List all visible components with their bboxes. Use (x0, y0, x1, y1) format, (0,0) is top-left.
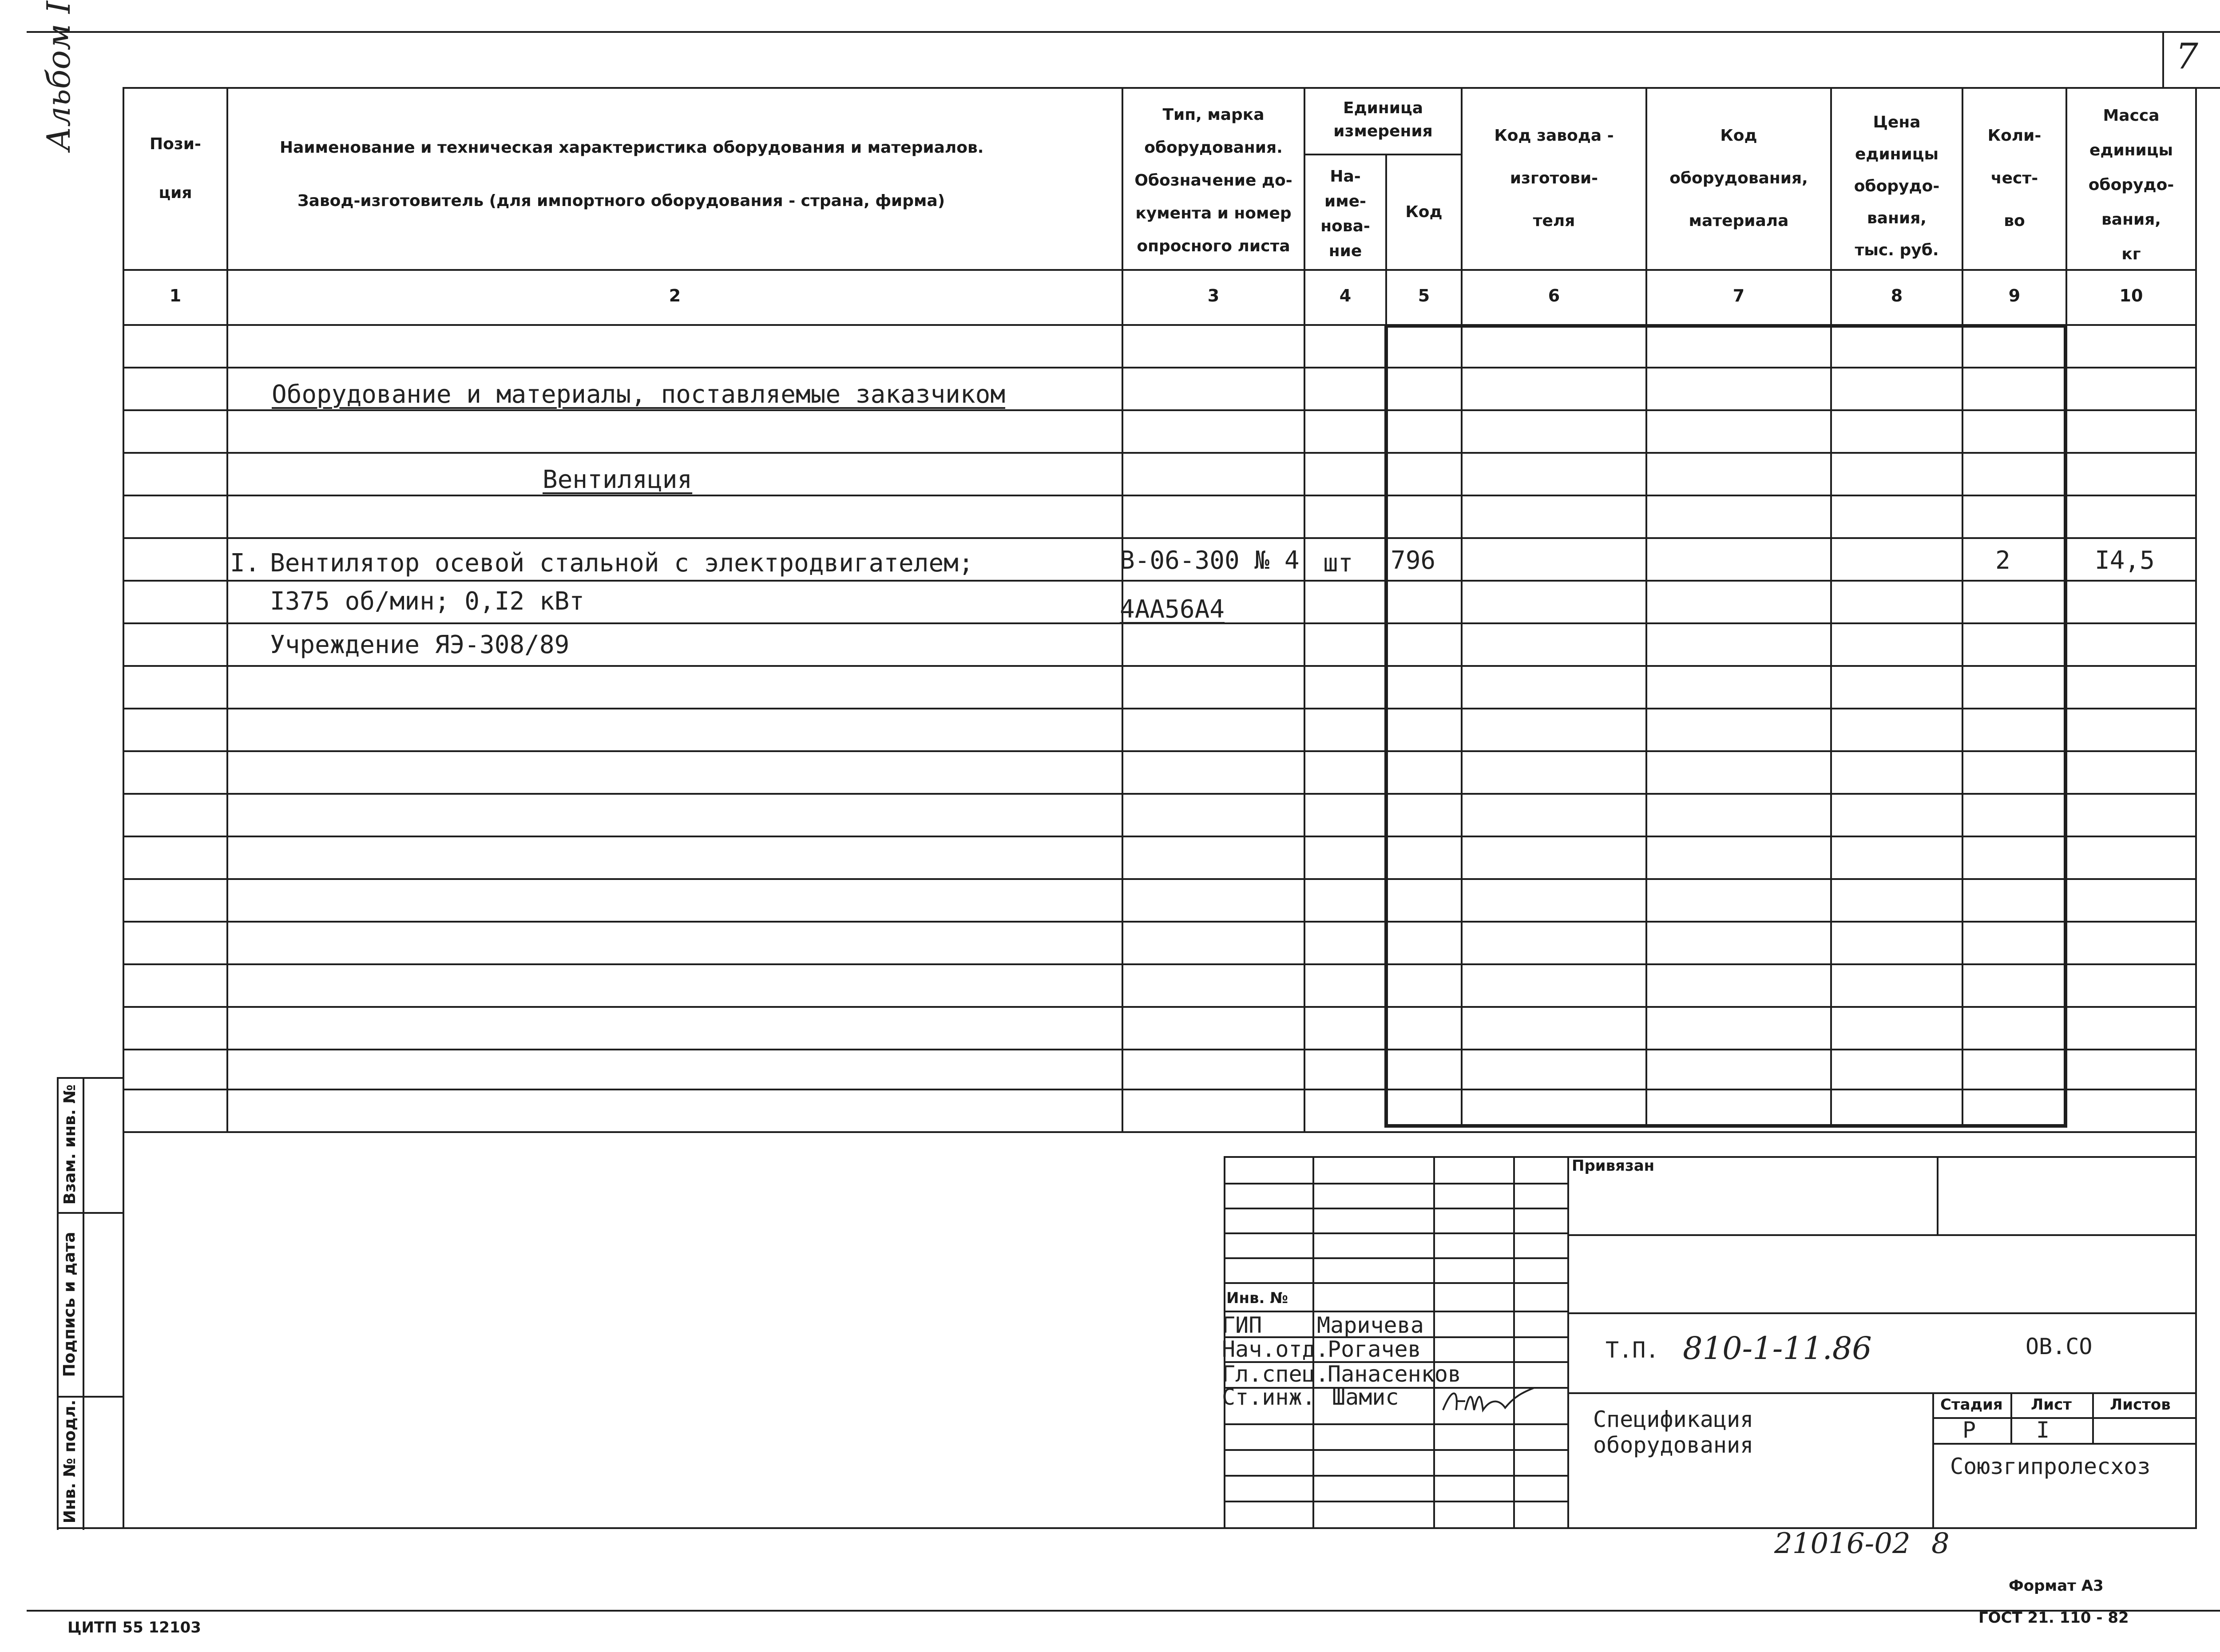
header-bottom-line (123, 269, 2197, 271)
tb-row (1224, 1475, 1567, 1477)
stamp-mid-line (83, 1077, 84, 1530)
header-col3: Тип, марка оборудования. Обозначение до- кумента и номер опросного листа (1134, 106, 1292, 255)
tb-privyazan-label: Привязан (1572, 1157, 1655, 1175)
tb-row (1224, 1282, 1567, 1284)
sheet-box-left (2162, 31, 2164, 89)
stamp-inv-podl: Инв. № подл. (61, 1399, 79, 1524)
item-name-line1: Вентилятор осевой стальной с электродвигателем; (270, 549, 974, 578)
row-line (123, 708, 2197, 709)
col-number: 7 (1732, 286, 1745, 305)
col-number: 2 (669, 286, 681, 305)
row-line (123, 409, 2197, 411)
item-mass: I4,5 (2095, 546, 2155, 575)
tb-role: ГИП (1222, 1312, 1262, 1338)
row-line (123, 1049, 2197, 1050)
table-top-line (123, 87, 2197, 89)
tb-row (1224, 1501, 1567, 1502)
header-col10: Масса единицы оборудо- вания, кг (2088, 107, 2174, 263)
tb-line (1567, 1392, 2197, 1394)
header-col2-line1: Наименование и техническая характеристика оборудования и материалов. (280, 139, 984, 157)
row-line (123, 963, 2197, 965)
sheet-number: 7 (2176, 36, 2198, 77)
col-line-5 (1461, 87, 1463, 1128)
tb-doc-prefix: Т.П. (1606, 1337, 1659, 1363)
row-line (123, 665, 2197, 667)
header-col7: Код оборудования, материала (1669, 127, 1808, 230)
tb-name: Панасенков (1328, 1361, 1462, 1387)
row-line (123, 750, 2197, 752)
table-right-line (2195, 87, 2197, 1527)
table-body-bottom (123, 1131, 2197, 1133)
tb-stage-label: Стадия (1940, 1396, 2003, 1414)
header-col2-line2: Завод-изготовитель (для импортного оборудования - страна, фирма) (297, 192, 945, 210)
tb-top-line (1224, 1156, 2197, 1158)
stamp-left-line (57, 1077, 59, 1530)
stamp-vzam: Взам. инв. № (61, 1084, 79, 1205)
row-line (123, 921, 2197, 923)
item-quantity: 2 (1995, 546, 2010, 575)
tb-col-line (1513, 1156, 1515, 1529)
row-line (123, 1089, 2197, 1090)
col-number: 10 (2119, 286, 2143, 305)
tb-role: Ст.инж. (1222, 1384, 1316, 1410)
tb-name: Рогачев (1328, 1336, 1421, 1362)
handwritten-num: 8 (1931, 1527, 1950, 1560)
col-line-6 (1645, 87, 1647, 1128)
tb-doc-code: ОВ.СО (2026, 1334, 2093, 1359)
tb-col-line (1567, 1156, 1569, 1529)
tb-privyazan-right (1937, 1156, 1939, 1236)
footer-left: ЦИТП 55 12103 (67, 1619, 201, 1636)
row-line (123, 580, 2197, 582)
footer-right: ГОСТ 21. 110 - 82 (1978, 1609, 2129, 1627)
tb-role: Гл.спец. (1222, 1361, 1329, 1387)
unit-group-divider (1304, 154, 1462, 155)
zone-top-line (1385, 324, 2067, 328)
tb-stage-col (2092, 1392, 2094, 1444)
tb-name: Маричева (1317, 1312, 1424, 1338)
section-title: Оборудование и материалы, поставляемые заказчиком (272, 380, 1006, 409)
header-col8: Цена единицы оборудо- вания, тыс. руб. (1854, 113, 1940, 259)
item-unit-name: шт (1323, 549, 1353, 578)
zone-bottom-line (1384, 1124, 2067, 1128)
tb-row (1224, 1232, 1567, 1234)
item-unit-code: 796 (1391, 546, 1436, 575)
tb-role: Нач.отд. (1222, 1336, 1329, 1362)
stamp-top-line (57, 1077, 123, 1079)
header-unit-group: Единица измерения (1333, 99, 1433, 140)
header-col4: На- име- нова- ние (1320, 167, 1370, 260)
tb-stage-col (2010, 1392, 2012, 1444)
tb-line (1567, 1234, 2197, 1236)
tb-col-line (1433, 1156, 1435, 1529)
row-line (123, 793, 2197, 795)
col-number: 6 (1548, 286, 1560, 305)
header-col6: Код завода - изготови- теля (1494, 127, 1614, 230)
handwritten-code: 21016-02 (1774, 1527, 1911, 1560)
item-name-line2: I375 об/мин; 0,I2 кВт (270, 587, 585, 616)
row-line (123, 537, 2197, 539)
tb-row (1224, 1423, 1567, 1425)
header-col1: Пози- ция (150, 135, 201, 202)
col-line-8 (1962, 87, 1963, 1128)
stamp-podpis: Подпись и дата (60, 1232, 79, 1377)
tb-sheet-value: I (2036, 1417, 2050, 1443)
col-number: 8 (1891, 286, 1903, 305)
tb-sheets-label: Листов (2110, 1396, 2171, 1414)
tb-row (1224, 1208, 1567, 1209)
tb-inv-no-label: Инв. № (1226, 1289, 1288, 1307)
row-line (123, 836, 2197, 837)
tb-organization: Союзгипролесхоз (1950, 1454, 2151, 1479)
tb-row (1224, 1449, 1567, 1451)
item-name-line3: Учреждение ЯЭ-308/89 (270, 630, 570, 659)
tb-row (1224, 1183, 1567, 1185)
row-line (123, 367, 2197, 368)
tb-name: Шамис (1332, 1384, 1399, 1410)
row-line (123, 452, 2197, 454)
tb-stage-left (1932, 1392, 1934, 1527)
item-type-line1: В-06-300 № 4 (1120, 546, 1300, 575)
row-line (123, 878, 2197, 880)
col-line-1 (226, 87, 228, 1133)
tb-stage-line (1932, 1443, 2197, 1445)
subsection-title: Вентиляция (543, 465, 693, 494)
col-number: 3 (1207, 286, 1220, 305)
row-line (123, 495, 2197, 496)
album-mark: Альбом I (40, 1, 77, 151)
col-number: 5 (1418, 286, 1430, 305)
col-number: 4 (1339, 286, 1352, 305)
tb-sheet-label: Лист (2031, 1396, 2072, 1414)
row-line (123, 1006, 2197, 1008)
tb-title-line2: оборудования (1593, 1432, 1754, 1458)
header-col9: Коли- чест- во (1987, 127, 2042, 230)
header-col5: Код (1405, 203, 1443, 221)
signature (1439, 1383, 1536, 1419)
tb-row (1224, 1257, 1567, 1259)
item-type-line2: 4АА56А4 (1120, 595, 1225, 624)
tb-line (1567, 1312, 2197, 1314)
tb-title-line1: Спецификация (1593, 1406, 1754, 1432)
tb-stage-value: Р (1962, 1417, 1976, 1443)
col-number: 1 (169, 286, 182, 305)
frame-top-line (27, 31, 2220, 33)
tb-doc-number: 810-1-11.86 (1683, 1330, 1872, 1367)
col-number: 9 (2008, 286, 2021, 305)
item-position: I. (230, 549, 260, 578)
frame-bottom-line (27, 1610, 2220, 1612)
format-label: Формат А3 (2009, 1577, 2104, 1595)
